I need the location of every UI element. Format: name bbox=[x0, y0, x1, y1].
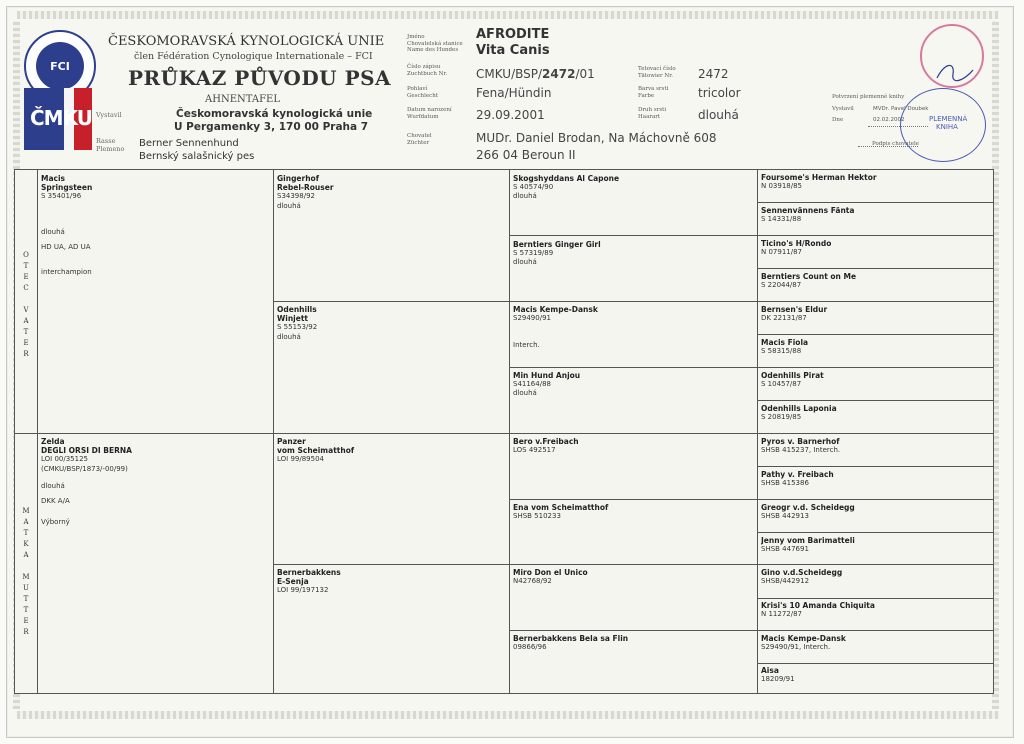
side-label-mother: M A T K A M U T T E R bbox=[22, 507, 30, 636]
g2-cell: Bernerbakkens E-Senja LOI 99/197132 bbox=[277, 568, 341, 595]
g3-cell: Miro Don el Unico N42768/92 bbox=[513, 568, 588, 586]
org-title: ČESKOMORAVSKÁ KYNOLOGICKÁ UNIE bbox=[108, 34, 385, 49]
issuer-address: U Pergamenky 3, 170 00 Praha 7 bbox=[174, 121, 369, 133]
border-band-top bbox=[17, 11, 999, 19]
g4-cell: Pathy v. Freibach SHSB 415386 bbox=[761, 470, 834, 488]
sire-cell: Macis Springsteen S 35401/96 dlouhá HD UA, AD UA interchampion bbox=[41, 174, 93, 277]
sex-label: Pohlaví Geschlecht bbox=[407, 86, 438, 99]
breed-cz: Bernský salašnický pes bbox=[139, 151, 255, 162]
g4-cell: Aisa 18209/91 bbox=[761, 666, 795, 684]
g4-cell: Macis Fiola S 58315/88 bbox=[761, 338, 809, 356]
fci-logo: FCI bbox=[24, 30, 96, 102]
g4-cell: Bernsen's Eldur DK 22131/87 bbox=[761, 305, 828, 323]
dog-kennel: Vita Canis bbox=[476, 43, 550, 58]
g4-cell: Ticino's H/Rondo N 07911/87 bbox=[761, 239, 832, 257]
breeder-line-2: 266 04 Beroun II bbox=[476, 148, 576, 162]
g2-cell: Odenhills Winjett S 55153/92 dlouhá bbox=[277, 305, 318, 341]
breed-label-1: Rasse bbox=[96, 137, 116, 145]
signature-icon bbox=[935, 60, 975, 84]
issued-by: MVDr. Pavel Doubek bbox=[873, 106, 929, 112]
org-subtitle: člen Fédération Cynologique Internationale – FCI bbox=[134, 51, 373, 62]
pedigree-table bbox=[14, 169, 994, 694]
g3-cell: Bernerbakkens Bela sa Flin 09866/96 bbox=[513, 634, 629, 652]
side-label-father: O T E C V A T E R bbox=[23, 251, 29, 358]
g4-cell: Greogr v.d. Scheidegg SHSB 442913 bbox=[761, 503, 855, 521]
dob-label: Datum narození Wurfdatum bbox=[407, 107, 452, 120]
breed-de: Berner Sennenhund bbox=[139, 138, 239, 149]
confirmation-title: Potvrzení plemenné knihy bbox=[832, 94, 905, 100]
sign-label: Podpis chovatele bbox=[872, 141, 919, 147]
g2-cell: Gingerhof Rebel-Rouser S34398/92 dlouhá bbox=[277, 174, 334, 210]
breed-book-stamp: PLEMENNÁ KNIHA bbox=[900, 88, 986, 162]
coat-label: Druh srsti Haarart bbox=[638, 107, 667, 120]
issuer-name: Českomoravská kynologická unie bbox=[176, 108, 373, 120]
issuer-label: Vystavil bbox=[96, 111, 122, 119]
breed-label-2: Plemeno bbox=[96, 145, 125, 153]
coat-value: dlouhá bbox=[698, 108, 739, 122]
breeder-line-1: MUDr. Daniel Brodan, Na Máchovně 608 bbox=[476, 131, 717, 145]
tattoo-value: 2472 bbox=[698, 67, 729, 81]
doc-title: PRŮKAZ PŮVODU PSA bbox=[128, 66, 392, 90]
g3-cell: Bero v.Freibach LOS 492517 bbox=[513, 437, 579, 455]
g3-cell: Macis Kempe-Dansk S29490/91 Interch. bbox=[513, 305, 598, 350]
studbook-number: CMKU/BSP/2472/01 bbox=[476, 67, 595, 81]
color-label: Barva srsti Farbe bbox=[638, 86, 669, 99]
color-value: tricolor bbox=[698, 86, 741, 100]
issued-label: Vystavil bbox=[832, 106, 854, 112]
confirmation-date: 02.02.2002 bbox=[873, 117, 905, 123]
date-label: Dne bbox=[832, 117, 844, 123]
g3-cell: Skogshyddans Al Capone S 40574/90 dlouhá bbox=[513, 174, 620, 201]
name-label: Jméno Chovatelská stanice Name des Hundes bbox=[407, 34, 463, 53]
g4-cell: Foursome's Herman Hektor N 03918/85 bbox=[761, 173, 877, 191]
tattoo-label: Tetovací číslo Tätowier Nr. bbox=[638, 66, 676, 79]
g4-cell: Pyros v. Barnerhof SHSB 415237, Interch. bbox=[761, 437, 841, 455]
g3-cell: Berntiers Ginger Girl S 57319/89 dlouhá bbox=[513, 240, 601, 267]
breeder-label: Chovatel Züchter bbox=[407, 133, 432, 146]
g4-cell: Sennenvännens Fänta S 14331/88 bbox=[761, 206, 855, 224]
g4-cell: Odenhills Pirat S 10457/87 bbox=[761, 371, 824, 389]
doc-subtitle: AHNENTAFEL bbox=[205, 94, 280, 105]
cmku-logo: ČMKU bbox=[24, 88, 92, 150]
g3-cell: Ena vom Scheimatthof SHSB 510233 bbox=[513, 503, 609, 521]
dog-name: AFRODITE bbox=[476, 27, 550, 42]
g4-cell: Odenhills Laponia S 20819/85 bbox=[761, 404, 837, 422]
g4-cell: Gino v.d.Scheidegg SHSB/442912 bbox=[761, 568, 843, 586]
g4-cell: Berntiers Count on Me S 22044/87 bbox=[761, 272, 857, 290]
g2-cell: Panzer vom Scheimatthof LOI 99/89504 bbox=[277, 437, 355, 464]
g3-cell: Min Hund Anjou S41164/88 dlouhá bbox=[513, 371, 581, 398]
g4-cell: Jenny vom Barimatteli SHSB 447691 bbox=[761, 536, 855, 554]
g4-cell: Krisi's 10 Amanda Chiquita N 11272/87 bbox=[761, 601, 875, 619]
dob-value: 29.09.2001 bbox=[476, 108, 545, 122]
border-band-bottom bbox=[17, 711, 999, 719]
dam-cell: Zelda DEGLI ORSI DI BERNA LOI 00/35125 (CMKU/BSP/1873/-00/99) dlouhá DKK A/A Výborný bbox=[41, 437, 132, 527]
studbook-label: Číslo zápisu Zuchtbuch Nr. bbox=[407, 64, 448, 77]
sex-value: Fena/Hündin bbox=[476, 86, 552, 100]
g4-cell: Macis Kempe-Dansk S29490/91, Interch. bbox=[761, 634, 846, 652]
